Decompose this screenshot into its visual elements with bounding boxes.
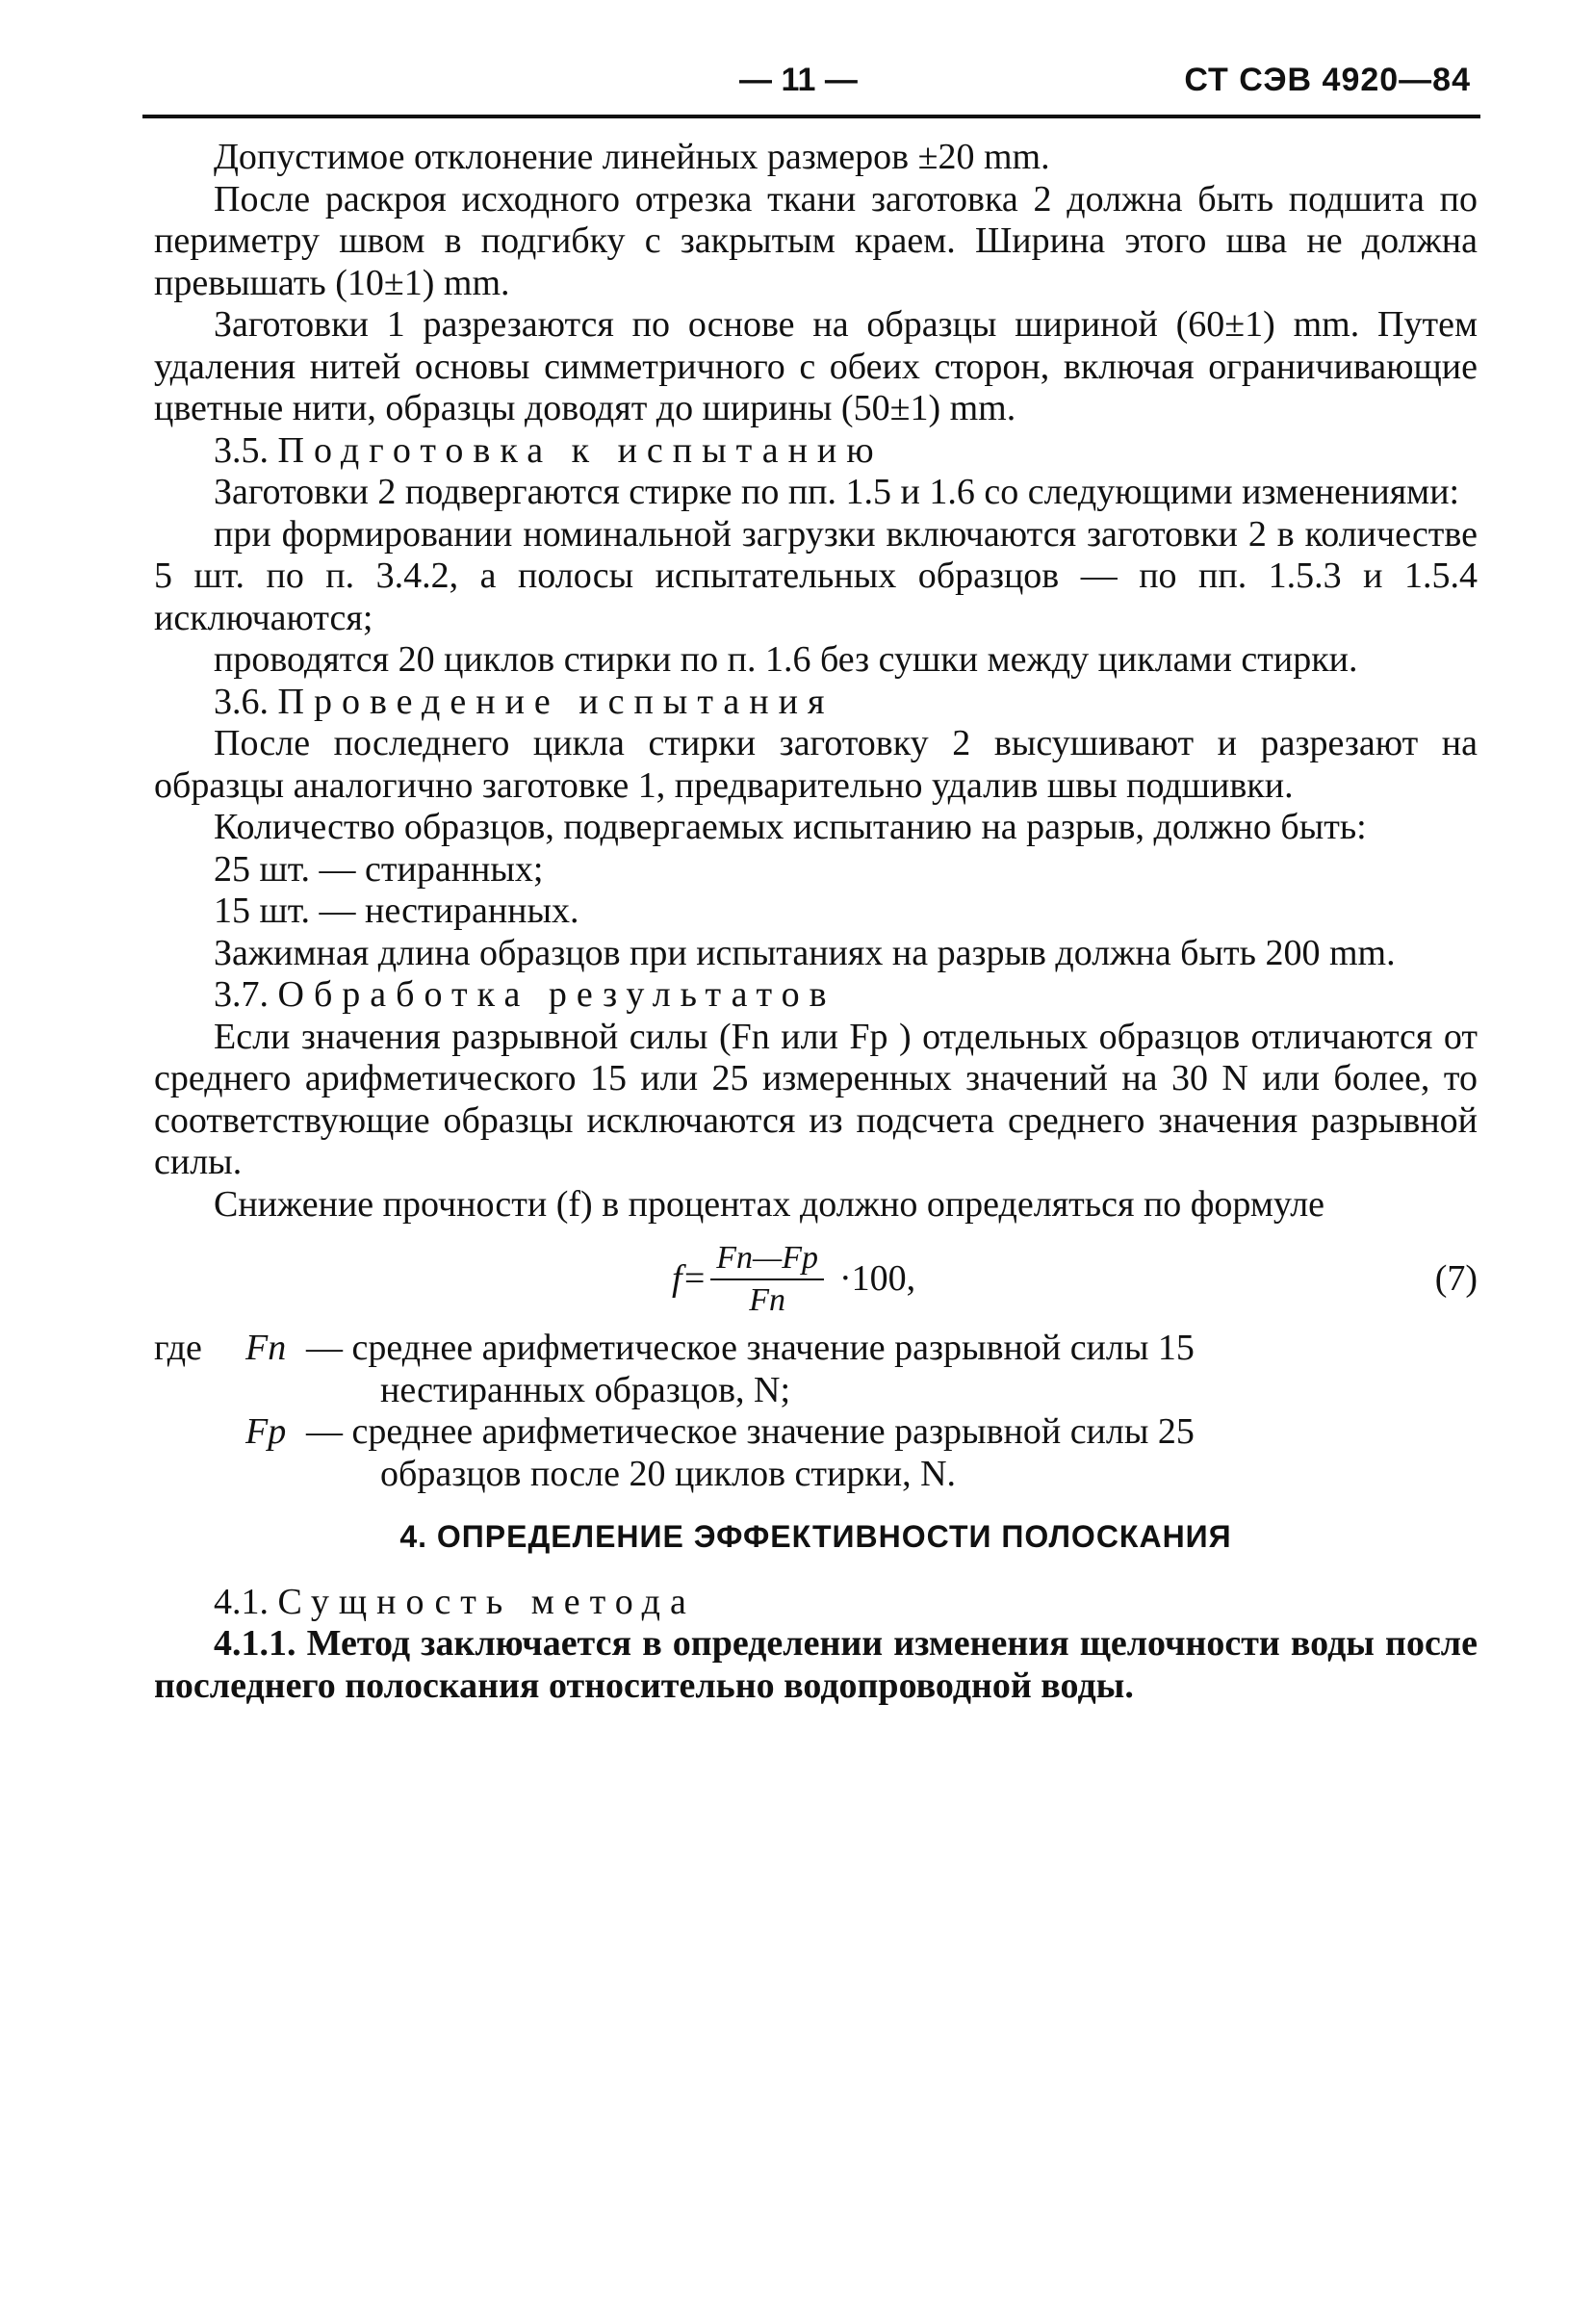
paragraph: при формировании номинальной загрузки включаются заготовки 2 в количестве 5 шт. по п. 3.4.2, а полосы испытательных образцов — по пп. 1.5.3 и 1.5.4 исключаются; [154,513,1478,638]
definition-text: — среднее арифметическое значение разрывной силы 15 [306,1328,1195,1368]
definition-symbol: Fn [245,1328,287,1368]
formula-definitions [154,1328,1478,1495]
definition-continuation: нестиранных образцов, N; [380,1369,791,1410]
section-number: 3.6. [214,681,269,722]
paragraph: 4.1.1. Метод заключается в определении изменения щелочности воды после последнего полоскания относительно водопроводной воды. [154,1623,1478,1706]
definition-row [154,1328,1478,1370]
definition-symbol: Fp [245,1411,287,1452]
paragraph: Допустимое отклонение линейных размеров ±20 mm. [214,137,1050,177]
section-number: 4.1. [214,1581,269,1622]
formula-tail: ·100, [838,1258,916,1300]
chapter-heading: 4. ОПРЕДЕЛЕНИЕ ЭФФЕКТИВНОСТИ ПОЛОСКАНИЯ [399,1519,1232,1554]
section-heading-3-6 [154,682,1478,724]
formula-fraction [710,1238,824,1321]
formula-lhs: f= [672,1258,707,1300]
definition-where: где [154,1328,202,1368]
section-heading-4-1 [154,1582,1478,1624]
formula-denominator: Fn [749,1282,785,1318]
list-item: 25 шт. — стиранных; [214,848,544,890]
formula-7 [154,1231,1478,1328]
paragraph: Количество образцов, подвергаемых испытанию на разрыв, должно быть: [214,807,1367,847]
equation-number: (7) [1434,1258,1478,1299]
page-header [142,62,1480,119]
paragraph: Если значения разрывной силы (Fn или Fp ) отдельных образцов отличаются от среднего арифметического 15 или 25 измеренных значений на 30 N или более, то соответствующие образцы исключаются из подсчета среднего значения разрывной силы. [154,1016,1478,1182]
definition-continuation: образцов после 20 циклов стирки, N. [380,1453,957,1494]
section-title: Обработка результатов [277,974,836,1015]
document-body [154,137,1478,1707]
formula-expression [672,1231,915,1328]
paragraph: Снижение прочности (f) в процентах должно определяться по формуле [214,1183,1325,1225]
list-item: 15 шт. — нестиранных. [214,891,579,931]
page-number: — 11 — [739,62,858,98]
section-heading-3-7 [154,974,1478,1017]
section-number: 3.7. [214,974,269,1015]
paragraph: Заготовки 2 подвергаются стирке по пп. 1.5 и 1.6 со следующими изменениями: [214,472,1460,512]
paragraph: проводятся 20 циклов стирки по п. 1.6 без сушки между циклами стирки. [214,639,1358,680]
paragraph: После раскроя исходного отрезка ткани заготовка 2 должна быть подшита по периметру швом в подгибку с закрытым краем. Ширина этого шва не должна превышать (10±1) mm. [154,178,1478,303]
paragraph: Заготовки 1 разрезаются по основе на образцы шириной (60±1) mm. Путем удаления нитей основы симметричного с обеих сторон, включая ограничивающие цветные нити, образцы доводят до ширины (50±1) mm. [154,304,1478,428]
section-number: 3.5. [214,429,269,471]
definition-row [154,1411,1478,1454]
section-title: Сущность метода [277,1581,696,1622]
section-heading-3-5 [154,430,1478,473]
header-rule [142,115,1480,118]
section-title: Подготовка к испытанию [277,429,884,471]
paragraph: Зажимная длина образцов при испытаниях на разрыв должна быть 200 mm. [214,932,1396,973]
standard-designation: СТ СЭВ 4920—84 [1184,62,1471,98]
formula-numerator: Fn—Fp [710,1238,824,1280]
paragraph: После последнего цикла стирки заготовку 2 высушивают и разрезают на образцы аналогично заготовке 1, предварительно удалив швы подшивки. [154,723,1478,806]
section-title: Проведение испытания [277,681,835,722]
definition-text: — среднее арифметическое значение разрывной силы 25 [306,1411,1195,1452]
